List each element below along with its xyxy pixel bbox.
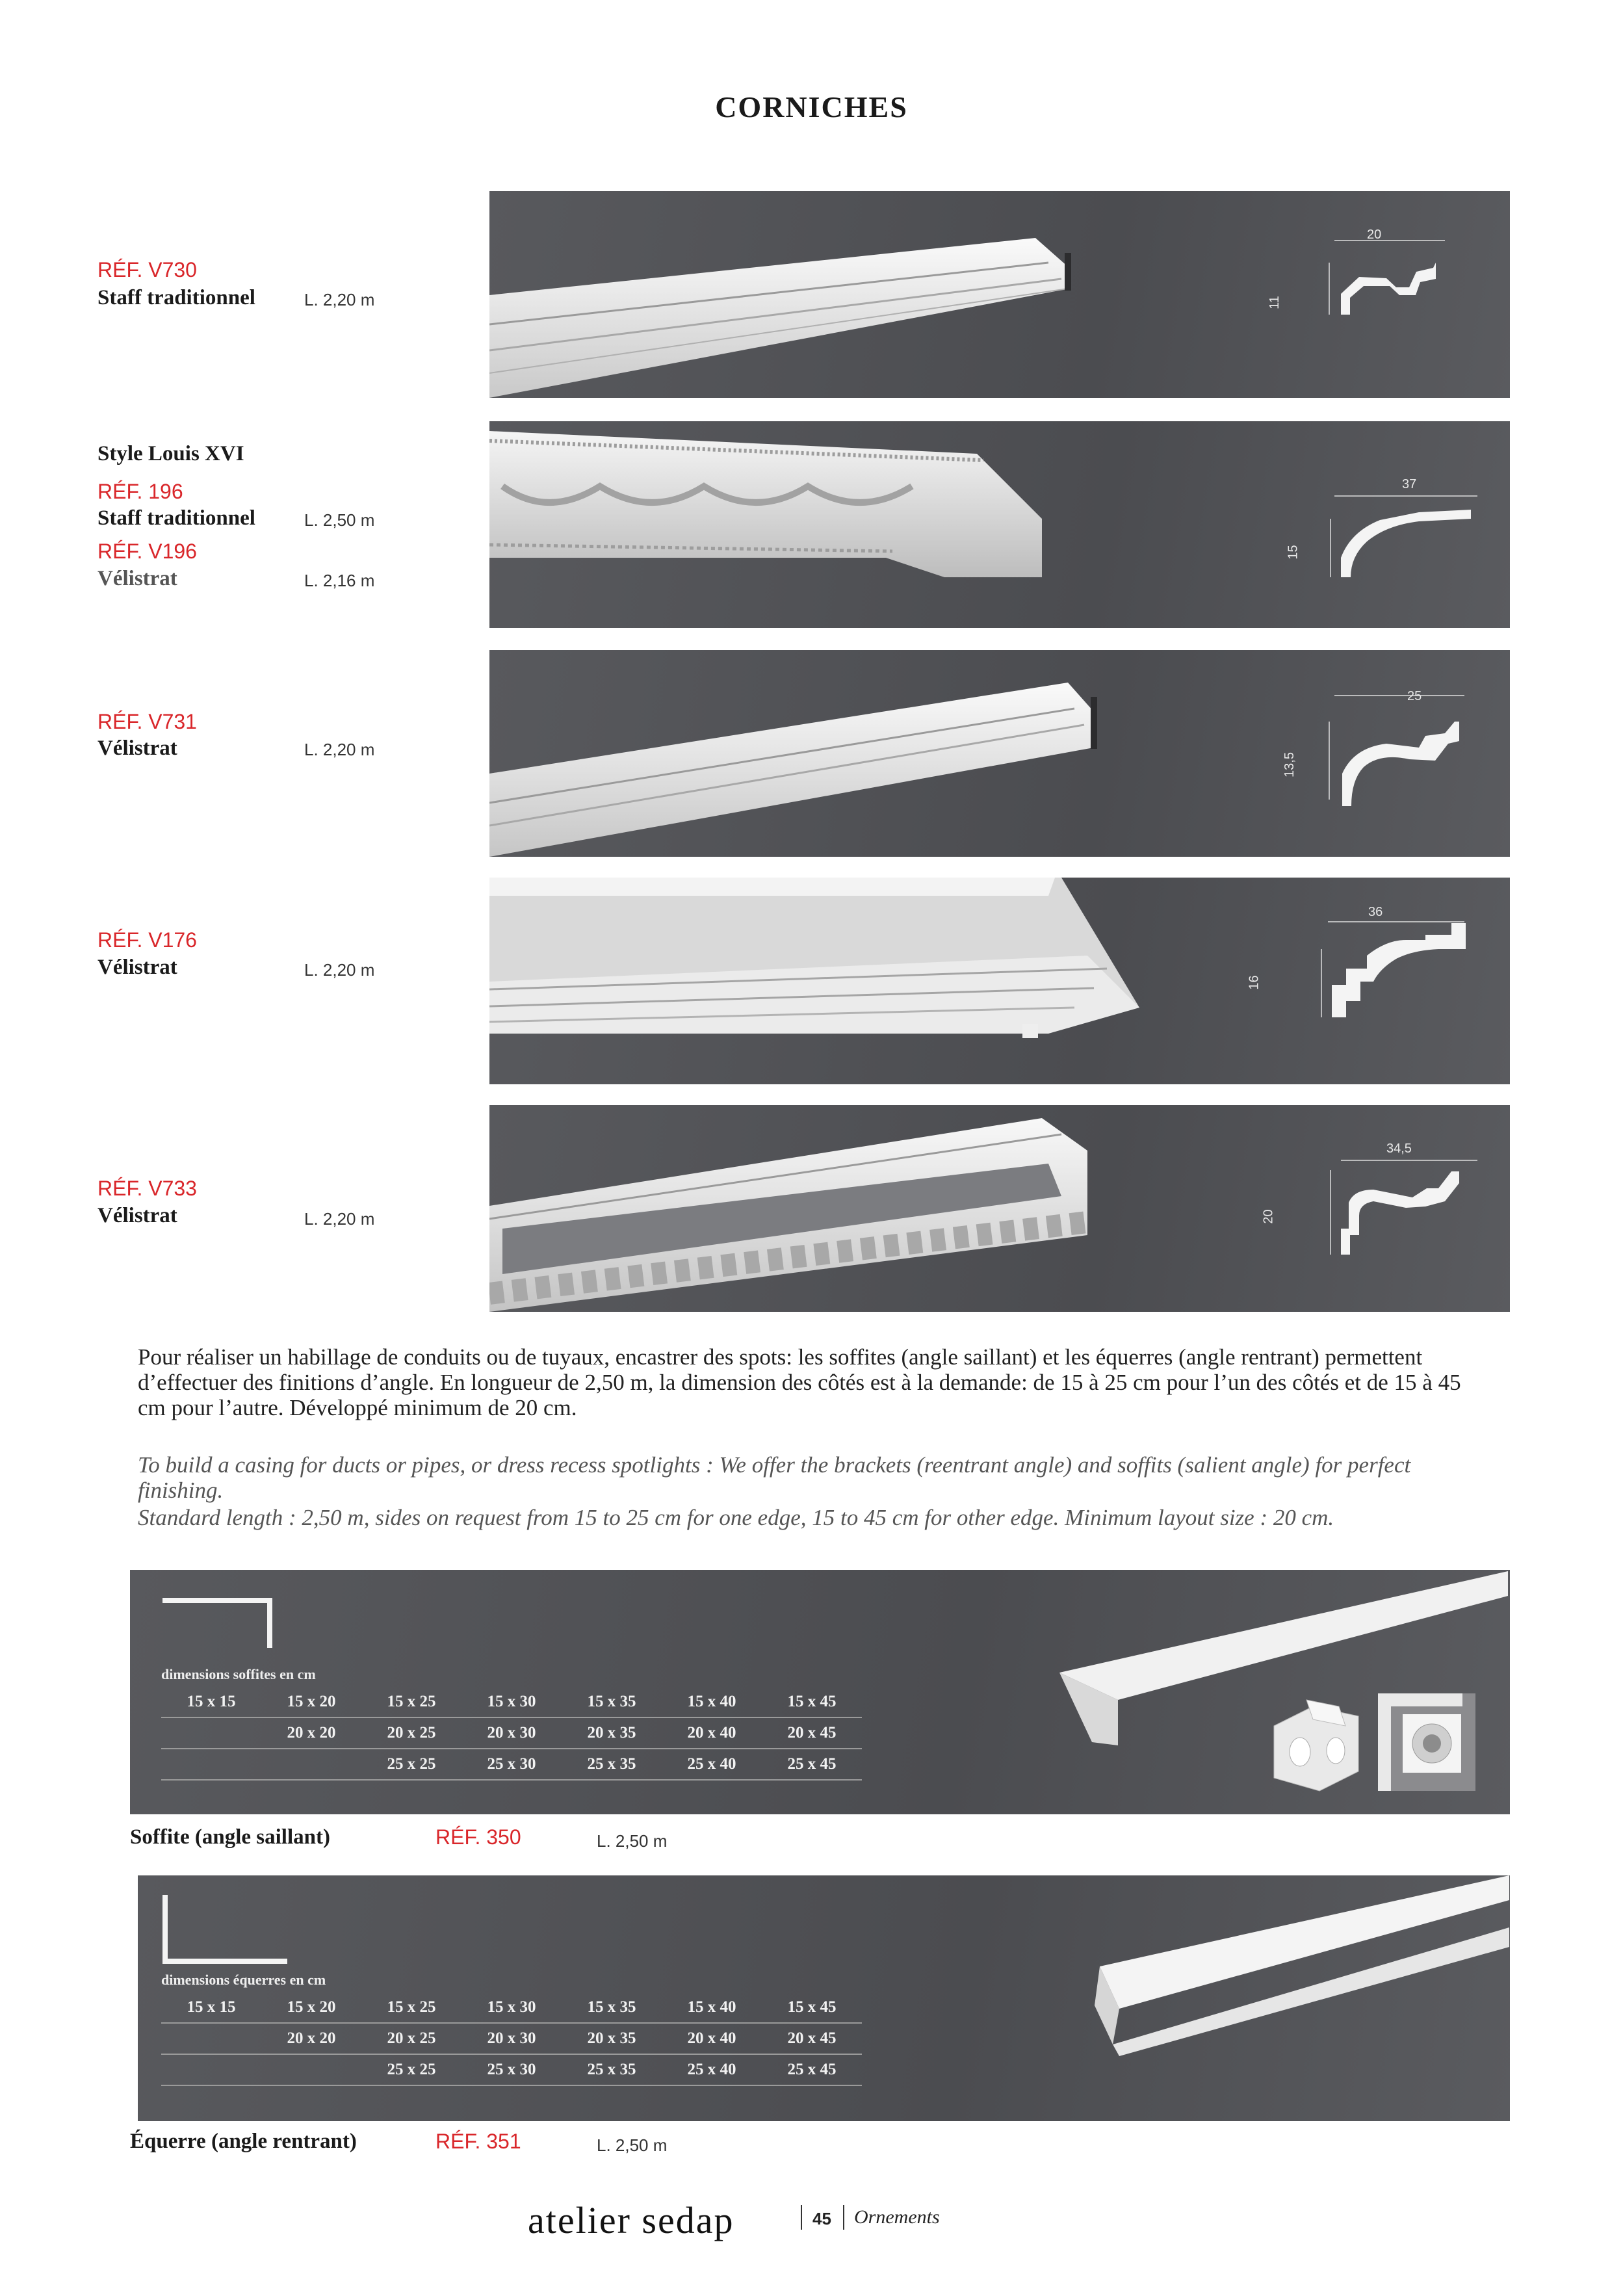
footer-section: Ornements bbox=[854, 2206, 940, 2228]
material-196: Staff traditionnel bbox=[97, 506, 255, 530]
equerre-panel bbox=[138, 1875, 1510, 2121]
equerre-ref: RÉF. 351 bbox=[435, 2130, 521, 2153]
table-cell: 20 x 20 bbox=[261, 1717, 361, 1749]
table-cell bbox=[261, 2054, 361, 2085]
table-cell: 20 x 25 bbox=[361, 2023, 461, 2054]
table-cell bbox=[261, 1749, 361, 1780]
equerre-table-caption: dimensions équerres en cm bbox=[161, 1972, 326, 1988]
soffite-ref: RÉF. 350 bbox=[435, 1825, 521, 1849]
dim-height-v733: 20 bbox=[1261, 1209, 1276, 1224]
table-cell: 20 x 20 bbox=[261, 2023, 361, 2054]
ref-v176: RÉF. V176 bbox=[97, 928, 197, 952]
length-v733: L. 2,20 m bbox=[304, 1209, 375, 1229]
material-v733: Vélistrat bbox=[97, 1204, 177, 1227]
footer-divider bbox=[801, 2205, 802, 2230]
dim-height-196: 15 bbox=[1286, 545, 1301, 560]
description-en-1: To build a casing for ducts or pipes, or dress recess spotlights : We offer the brackets (reentrant angle) and soffits (salient angle) for perfect finishing. bbox=[138, 1452, 1411, 1503]
footer-brand: atelier sedap bbox=[528, 2199, 734, 2241]
soffite-name: Soffite (angle saillant) bbox=[130, 1825, 330, 1849]
table-cell: 20 x 30 bbox=[461, 1717, 562, 1749]
table-cell: 25 x 25 bbox=[361, 1749, 461, 1780]
dim-width-196: 37 bbox=[1402, 477, 1417, 491]
table-cell: 25 x 40 bbox=[662, 2054, 762, 2085]
page-title: CORNICHES bbox=[715, 90, 908, 124]
length-196: L. 2,50 m bbox=[304, 510, 375, 530]
soffite-length: L. 2,50 m bbox=[597, 1831, 668, 1851]
length-v731: L. 2,20 m bbox=[304, 740, 375, 759]
table-cell: 15 x 40 bbox=[662, 1992, 762, 2023]
table-cell: 20 x 35 bbox=[562, 1717, 662, 1749]
table-cell: 15 x 30 bbox=[461, 1687, 562, 1717]
soffite-angle-icon bbox=[162, 1593, 292, 1651]
table-cell bbox=[161, 2054, 261, 2085]
product-panel-v731 bbox=[489, 650, 1510, 857]
table-cell: 20 x 25 bbox=[361, 1717, 461, 1749]
table-cell: 25 x 30 bbox=[461, 1749, 562, 1780]
table-cell: 25 x 45 bbox=[762, 1749, 862, 1780]
table-row bbox=[161, 1687, 862, 1717]
equerre-name: Équerre (angle rentrant) bbox=[130, 2130, 357, 2153]
table-cell: 15 x 45 bbox=[762, 1687, 862, 1717]
table-cell: 25 x 35 bbox=[562, 2054, 662, 2085]
table-cell: 20 x 35 bbox=[562, 2023, 662, 2054]
table-cell bbox=[161, 2023, 261, 2054]
length-v176: L. 2,20 m bbox=[304, 960, 375, 980]
dim-width-v733: 34,5 bbox=[1386, 1141, 1412, 1156]
equerre-profile-image bbox=[924, 1875, 1509, 2121]
ref-v733: RÉF. V733 bbox=[97, 1177, 197, 1200]
material-v196: Vélistrat bbox=[97, 567, 177, 590]
table-cell: 25 x 25 bbox=[361, 2054, 461, 2085]
product-panel-196 bbox=[489, 421, 1510, 628]
dim-height-v731: 13,5 bbox=[1282, 752, 1297, 777]
table-row bbox=[161, 1992, 862, 2023]
table-cell: 15 x 45 bbox=[762, 1992, 862, 2023]
footer-divider-2 bbox=[843, 2205, 844, 2230]
table-cell: 15 x 35 bbox=[562, 1687, 662, 1717]
description-en-2: Standard length : 2,50 m, sides on request from 15 to 25 cm for one edge, 15 to 45 cm for other edge. Minimum layout size : 20 cm. bbox=[138, 1505, 1334, 1530]
table-cell: 15 x 25 bbox=[361, 1687, 461, 1717]
table-cell: 25 x 30 bbox=[461, 2054, 562, 2085]
product-panel-v733 bbox=[489, 1105, 1510, 1312]
table-cell: 25 x 40 bbox=[662, 1749, 762, 1780]
table-cell: 20 x 45 bbox=[762, 2023, 862, 2054]
table-cell: 15 x 15 bbox=[161, 1687, 261, 1717]
table-cell bbox=[161, 1749, 261, 1780]
equerre-angle-icon bbox=[157, 1895, 300, 1966]
table-row bbox=[161, 2023, 862, 2054]
length-v730: L. 2,20 m bbox=[304, 290, 375, 309]
soffite-dimensions-table bbox=[161, 1687, 862, 1781]
material-v176: Vélistrat bbox=[97, 956, 177, 979]
table-cell: 15 x 20 bbox=[261, 1687, 361, 1717]
table-cell: 25 x 45 bbox=[762, 2054, 862, 2085]
dim-width-v176: 36 bbox=[1368, 905, 1383, 919]
table-row bbox=[161, 1717, 862, 1749]
ref-v730: RÉF. V730 bbox=[97, 258, 197, 281]
soffite-panel bbox=[130, 1570, 1510, 1814]
table-row bbox=[161, 2054, 862, 2085]
equerre-length: L. 2,50 m bbox=[597, 2135, 668, 2155]
table-cell: 15 x 15 bbox=[161, 1992, 261, 2023]
table-cell: 15 x 20 bbox=[261, 1992, 361, 2023]
dim-width-v730: 20 bbox=[1367, 228, 1382, 242]
table-cell: 25 x 35 bbox=[562, 1749, 662, 1780]
table-cell: 20 x 40 bbox=[662, 1717, 762, 1749]
table-cell: 20 x 30 bbox=[461, 2023, 562, 2054]
description-fr: Pour réaliser un habillage de conduits ou de tuyaux, encastrer des spots: les soffites (angle saillant) et les équerres (angle rentrant) permettent d’effectuer des finitions d’angle. En longueur de 2,50 m, la dimension des côtés est à la demande: de 15 à 25 cm pour l’un des côtés et de 15 à 45 cm pour l’autre. Développé minimum de 20 cm. bbox=[138, 1344, 1461, 1420]
equerre-dimensions-table bbox=[161, 1992, 862, 2086]
product-panel-v176 bbox=[489, 878, 1510, 1084]
ref-v196: RÉF. V196 bbox=[97, 540, 197, 563]
table-cell: 15 x 35 bbox=[562, 1992, 662, 2023]
table-cell: 15 x 25 bbox=[361, 1992, 461, 2023]
profile-diagram-196 bbox=[1289, 447, 1484, 590]
dim-height-v730: 11 bbox=[1267, 296, 1282, 309]
table-cell: 20 x 45 bbox=[762, 1717, 862, 1749]
table-cell: 15 x 30 bbox=[461, 1992, 562, 2023]
ref-v731: RÉF. V731 bbox=[97, 710, 197, 733]
soffite-profile-image bbox=[910, 1570, 1508, 1814]
footer-page-number: 45 bbox=[812, 2209, 831, 2228]
ref-196: RÉF. 196 bbox=[97, 480, 183, 503]
material-v731: Vélistrat bbox=[97, 737, 177, 760]
table-row bbox=[161, 1749, 862, 1780]
profile-diagram-v731 bbox=[1289, 676, 1471, 819]
dim-height-v176: 16 bbox=[1247, 975, 1262, 990]
table-cell: 15 x 40 bbox=[662, 1687, 762, 1717]
product-panel-v730 bbox=[489, 191, 1510, 398]
material-v730: Staff traditionnel bbox=[97, 286, 255, 309]
soffite-table-caption: dimensions soffites en cm bbox=[161, 1666, 316, 1682]
table-cell bbox=[161, 1717, 261, 1749]
dim-width-v731: 25 bbox=[1407, 689, 1422, 703]
table-cell: 20 x 40 bbox=[662, 2023, 762, 2054]
length-v196: L. 2,16 m bbox=[304, 571, 375, 590]
style-louis-xvi: Style Louis XVI bbox=[97, 442, 244, 465]
